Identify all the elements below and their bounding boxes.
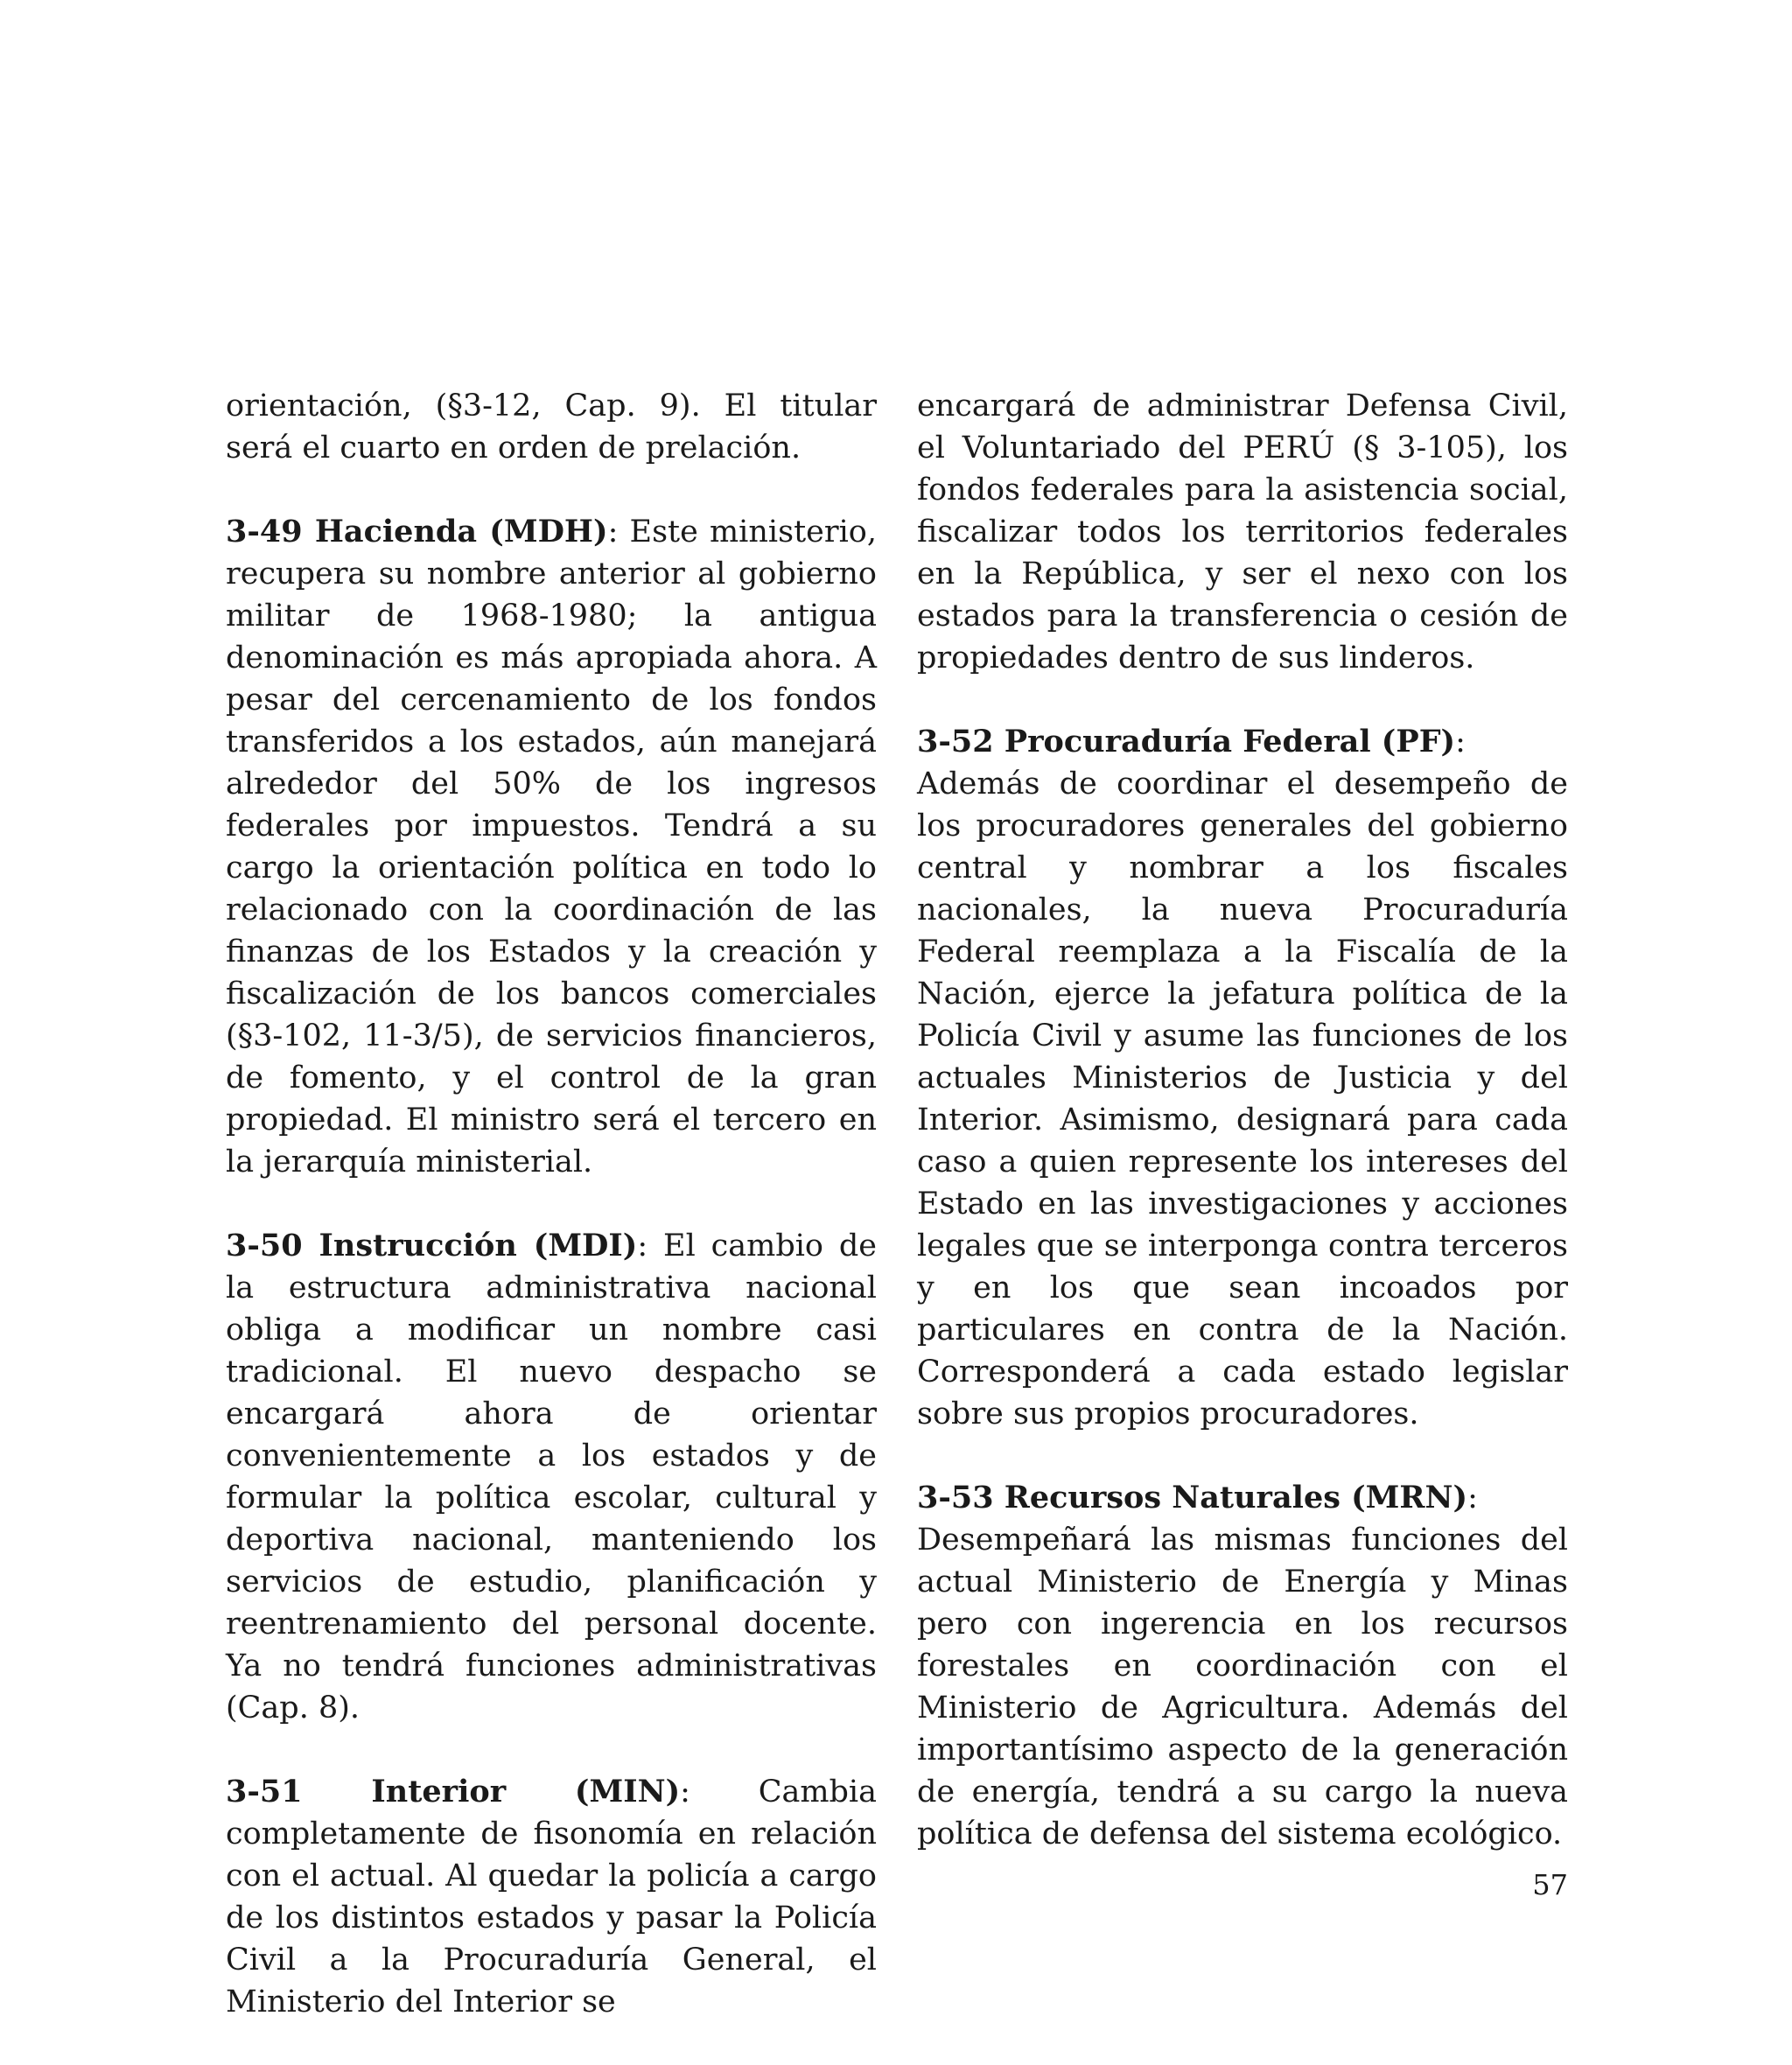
section-heading: 3-50 Instrucción (MDI) bbox=[226, 1228, 638, 1264]
section-heading: 3-53 Recursos Naturales (MRN) bbox=[917, 1480, 1468, 1516]
section-3-52 bbox=[917, 721, 1568, 1435]
section-body: Desempeñará las mismas funciones del actual Ministerio de Energía y Minas pero con ingerencia en los recursos forestales en coordinación con el Ministerio de Agricultura. Además del importantísimo aspecto de la generación de energía, tendrá a su cargo la nueva política de defensa del sistema ecológico. bbox=[917, 1522, 1568, 1852]
section-body: Este ministerio, recupera su nombre anterior al gobierno militar de 1968-1980; la antigua denominación es más apropiada ahora. A pesar del cercenamiento de los fondos transferidos a los estados, aún manejará alrededor del 50% de los ingresos federales por impuestos. Tendrá a su cargo la orientación política en todo lo relacionado con la coordinación de las finanzas de los Estados y la creación y fiscalización de los bancos comerciales (§3-102, 11-3/5), de servicios financieros, de fomento, y el control de la gran propiedad. El ministro será el tercero en la jerarquía ministerial. bbox=[226, 514, 877, 1180]
section-body: Además de coordinar el desempeño de los procuradores generales del gobierno central y nombrar a los fiscales nacionales, la nueva Procuraduría Federal reemplaza a la Fiscalía de la Nación, ejerce la jefatura política de la Policía Civil y asume las funciones de los actuales Ministerios de Justicia y del Interior. Asimismo, designará para cada caso a quien represente los intereses del Estado en las investigaciones y acciones legales que se interponga contra terceros y en los que sean incoados por particulares en contra de la Nación. Corresponderá a cada estado legislar sobre sus propios procuradores. bbox=[917, 766, 1568, 1432]
paragraph-text: orientación, (§3-12, Cap. 9). El titular será el cuarto en orden de prelación. bbox=[226, 388, 877, 466]
paragraph-text: encargará de administrar Defensa Civil, el Voluntariado del PERÚ (§ 3-105), los fondos federales para la asistencia social, fiscalizar todos los territorios federales en la República, y ser el nexo con los estados para la transferencia o cesión de propiedades dentro de sus linderos. bbox=[917, 388, 1568, 676]
right-column bbox=[917, 385, 1568, 1897]
section-body: Cambia completamente de fisonomía en relación con el actual. Al quedar la policía a cargo de los distintos estados y pasar la Policía Civil a la Procuraduría General, el Ministerio del Interior se bbox=[226, 1774, 877, 2020]
section-3-49 bbox=[226, 511, 877, 1183]
heading-separator: : bbox=[680, 1774, 759, 1810]
section-body: El cambio de la estructura administrativa nacional obliga a modificar un nombre casi tradicional. El nuevo despacho se encargará ahora de orientar convenientemente a los estados y de formular la política escolar, cultural y deportiva nacional, manteniendo los servicios de estudio, planificación y reentrenamiento del personal docente. Ya no tendrá funciones administrativas (Cap. 8). bbox=[226, 1228, 877, 1726]
page-number: 57 bbox=[1532, 1868, 1568, 1901]
section-heading: 3-51 Interior (MIN) bbox=[226, 1774, 681, 1810]
heading-separator: : bbox=[1467, 1480, 1478, 1516]
heading-separator: : bbox=[637, 1228, 664, 1264]
section-heading: 3-52 Procuraduría Federal (PF) bbox=[917, 724, 1456, 760]
section-3-53 bbox=[917, 1477, 1568, 1855]
left-column bbox=[226, 385, 877, 2065]
heading-separator: : bbox=[607, 514, 630, 550]
section-3-51 bbox=[226, 1771, 877, 2023]
section-heading: 3-49 Hacienda (MDH) bbox=[226, 514, 608, 550]
section-3-50 bbox=[226, 1225, 877, 1729]
heading-separator: : bbox=[1455, 724, 1466, 760]
paragraph-continued bbox=[226, 385, 877, 469]
paragraph-continued bbox=[917, 385, 1568, 679]
